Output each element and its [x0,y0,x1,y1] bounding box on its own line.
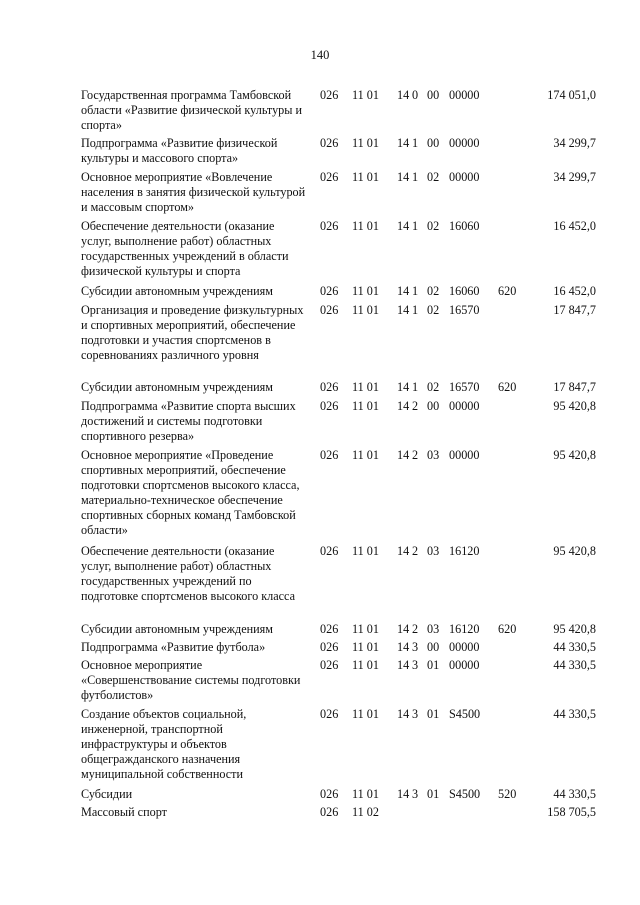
row-csr-subprogram: 1 [412,303,419,317]
row-name: Субсидии [81,787,133,801]
row-name: Субсидии автономным учреждениям [81,380,273,394]
row-ved: 026 [320,658,339,672]
row-csr-subprogram: 2 [412,544,419,558]
row-sum: 34 299,7 [553,136,596,150]
row-sum: 16 452,0 [553,284,596,298]
row-ved: 026 [320,303,339,317]
row-csr-program: 14 [397,399,410,413]
row-csr-direction: 00000 [449,448,480,462]
row-csr-event: 01 [427,658,440,672]
row-rz-pr: 11 01 [352,136,379,150]
row-csr-event: 02 [427,284,440,298]
row-csr-subprogram: 3 [412,707,419,721]
row-rz-pr: 11 01 [352,170,379,184]
row-csr-direction: 00000 [449,170,480,184]
row-csr-direction: 16570 [449,380,480,394]
row-rz-pr: 11 01 [352,399,379,413]
row-ved: 026 [320,284,339,298]
row-name: Государственная программа Тамбовской области «Развитие физической культуры и спорта» [81,88,303,132]
row-csr-event: 01 [427,707,440,721]
row-ved: 026 [320,219,339,233]
row-csr-program: 14 [397,380,410,394]
row-csr-direction: 00000 [449,399,480,413]
row-sum: 44 330,5 [553,640,596,654]
row-csr-program: 14 [397,787,410,801]
row-ved: 026 [320,640,339,654]
row-csr-program: 14 [397,544,410,558]
row-name: Основное мероприятие «Вовлечение населения в занятия физической культурой и массовым спортом» [81,170,306,214]
row-csr-program: 14 [397,622,410,636]
row-csr-event: 01 [427,787,440,801]
row-rz-pr: 11 01 [352,284,379,298]
row-name: Обеспечение деятельности (оказание услуг, выполнение работ) областных государственных учреждений по подготовке спортсменов высокого класса [81,544,296,603]
row-rz-pr: 11 01 [352,787,379,801]
row-sum: 16 452,0 [553,219,596,233]
row-csr-subprogram: 1 [412,284,419,298]
row-csr-subprogram: 3 [412,640,419,654]
row-name: Обеспечение деятельности (оказание услуг, выполнение работ) областных государственных учреждений в области физической культуры и спорта [81,219,289,278]
row-ved: 026 [320,88,339,102]
row-sum: 158 705,5 [547,805,596,819]
row-sum: 44 330,5 [553,658,596,672]
row-csr-direction: 16120 [449,622,480,636]
row-vr: 620 [498,622,517,636]
row-ved: 026 [320,622,339,636]
row-csr-subprogram: 0 [412,88,419,102]
row-sum: 17 847,7 [553,380,596,394]
row-csr-program: 14 [397,448,410,462]
row-csr-subprogram: 2 [412,448,419,462]
row-csr-program: 14 [397,88,410,102]
row-csr-program: 14 [397,707,410,721]
row-csr-subprogram: 2 [412,399,419,413]
row-rz-pr: 11 01 [352,448,379,462]
row-sum: 95 420,8 [553,448,596,462]
row-rz-pr: 11 01 [352,380,379,394]
row-csr-subprogram: 1 [412,170,419,184]
row-csr-event: 02 [427,303,440,317]
row-sum: 44 330,5 [553,787,596,801]
row-name: Массовый спорт [81,805,167,819]
row-csr-event: 02 [427,380,440,394]
row-csr-event: 00 [427,399,440,413]
row-rz-pr: 11 01 [352,640,379,654]
row-ved: 026 [320,787,339,801]
row-csr-program: 14 [397,658,410,672]
row-csr-direction: 16120 [449,544,480,558]
row-name: Создание объектов социальной, инженерной, транспортной инфраструктуры и объектов общегражданского назначения муниципальной собственности [81,707,247,781]
row-csr-direction: S4500 [449,707,481,721]
row-sum: 174 051,0 [547,88,596,102]
row-vr: 620 [498,380,517,394]
row-rz-pr: 11 01 [352,707,379,721]
row-ved: 026 [320,707,339,721]
row-csr-event: 00 [427,136,440,150]
row-sum: 95 420,8 [553,544,596,558]
row-csr-event: 00 [427,640,440,654]
row-name: Основное мероприятие «Проведение спортивных мероприятий, обеспечение подготовки спортсменов высокого класса, материально-техническое обеспечение спортивных сборных команд Тамбовской области» [81,448,300,537]
row-csr-direction: 00000 [449,658,480,672]
row-csr-program: 14 [397,640,410,654]
row-csr-program: 14 [397,284,410,298]
row-csr-event: 03 [427,544,440,558]
row-ved: 026 [320,380,339,394]
row-vr: 620 [498,284,517,298]
row-name: Субсидии автономным учреждениям [81,622,273,636]
row-rz-pr: 11 01 [352,658,379,672]
row-ved: 026 [320,805,339,819]
row-rz-pr: 11 02 [352,805,379,819]
row-ved: 026 [320,544,339,558]
row-name: Подпрограмма «Развитие физической культуры и массового спорта» [81,136,278,165]
row-csr-subprogram: 1 [412,219,419,233]
row-csr-direction: 00000 [449,88,480,102]
row-rz-pr: 11 01 [352,219,379,233]
row-csr-direction: 16060 [449,284,480,298]
row-csr-direction: 00000 [449,136,480,150]
row-name: Подпрограмма «Развитие футбола» [81,640,266,654]
row-ved: 026 [320,399,339,413]
row-csr-event: 03 [427,622,440,636]
page-number: 140 [310,48,330,62]
row-csr-program: 14 [397,136,410,150]
row-csr-subprogram: 2 [412,622,419,636]
row-csr-direction: 00000 [449,640,480,654]
row-csr-event: 00 [427,88,440,102]
row-csr-event: 02 [427,170,440,184]
row-name: Подпрограмма «Развитие спорта высших достижений и системы подготовки спортивного резерва» [81,399,296,443]
row-sum: 17 847,7 [553,303,596,317]
row-csr-subprogram: 1 [412,380,419,394]
row-rz-pr: 11 01 [352,88,379,102]
row-csr-event: 02 [427,219,440,233]
row-ved: 026 [320,170,339,184]
row-name: Субсидии автономным учреждениям [81,284,273,298]
row-name: Основное мероприятие «Совершенствование системы подготовки футболистов» [81,658,301,702]
row-sum: 95 420,8 [553,399,596,413]
row-rz-pr: 11 01 [352,303,379,317]
row-rz-pr: 11 01 [352,622,379,636]
row-csr-direction: 16060 [449,219,480,233]
row-sum: 34 299,7 [553,170,596,184]
row-csr-subprogram: 3 [412,787,419,801]
row-sum: 44 330,5 [553,707,596,721]
row-sum: 95 420,8 [553,622,596,636]
row-csr-program: 14 [397,170,410,184]
row-csr-subprogram: 1 [412,136,419,150]
row-csr-program: 14 [397,303,410,317]
row-csr-direction: 16570 [449,303,480,317]
row-rz-pr: 11 01 [352,544,379,558]
row-ved: 026 [320,136,339,150]
row-ved: 026 [320,448,339,462]
row-csr-event: 03 [427,448,440,462]
row-name: Организация и проведение физкультурных и спортивных мероприятий, обеспечение подготовки и участия спортсменов в соревнованиях различного уровня [81,303,304,362]
row-vr: 520 [498,787,517,801]
row-csr-program: 14 [397,219,410,233]
row-csr-subprogram: 3 [412,658,419,672]
row-csr-direction: S4500 [449,787,481,801]
